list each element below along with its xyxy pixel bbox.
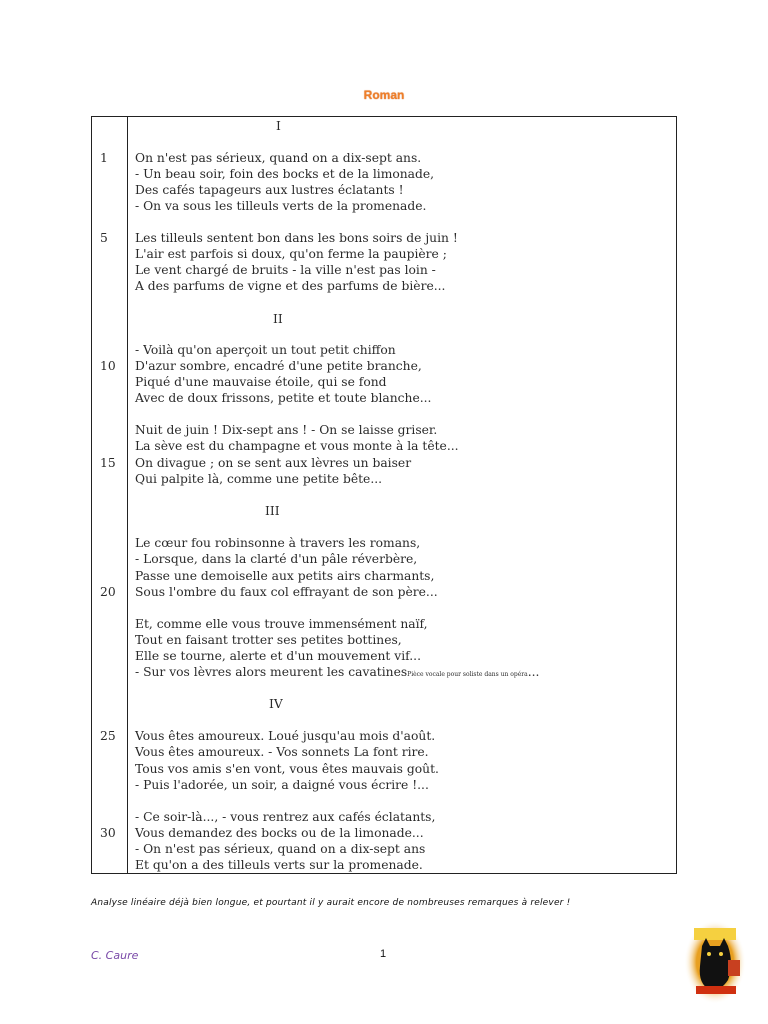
poem-line: Des cafés tapageurs aux lustres éclatants ! [135, 183, 404, 197]
part-heading: II [273, 312, 283, 326]
poem-line: Qui palpite là, comme une petite bête... [135, 472, 383, 486]
line-number: 25 [100, 729, 116, 743]
footnote-trail: ... [527, 665, 540, 679]
poem-line: La sève est du champagne et vous monte à la tête... [135, 439, 459, 453]
poem-line: Elle se tourne, alerte et d'un mouvement vif... [135, 649, 421, 663]
poem-line: Tous vos amis s'en vont, vous êtes mauvais goût. [135, 762, 439, 776]
line-number: 30 [100, 826, 116, 840]
poem-line: Passe une demoiselle aux petits airs charmants, [135, 569, 435, 583]
poem-line: Le cœur fou robinsonne à travers les romans, [135, 536, 421, 550]
footnote: Pièce vocale pour soliste dans un opéra [407, 671, 528, 678]
poem-line: - Ce soir-là..., - vous rentrez aux cafés éclatants, [135, 810, 436, 824]
line-number: 15 [100, 456, 116, 470]
part-heading: I [276, 119, 281, 133]
poem-line: Avec de doux frissons, petite et toute blanche... [135, 391, 432, 405]
poem-line: - Lorsque, dans la clarté d'un pâle réverbère, [135, 552, 418, 566]
poem-line: Nuit de juin ! Dix-sept ans ! - On se laisse griser. [135, 423, 438, 437]
poem-line: Vous êtes amoureux. Loué jusqu'au mois d'août. [135, 729, 436, 743]
poem-line: L'air est parfois si doux, qu'on ferme la paupière ; [135, 247, 447, 261]
poem-line: Vous êtes amoureux. - Vos sonnets La font rire. [135, 745, 429, 759]
part-heading: III [265, 504, 280, 518]
poem-line: - Voilà qu'on aperçoit un tout petit chiffon [135, 343, 396, 357]
poem-line: Vous demandez des bocks ou de la limonade... [135, 826, 424, 840]
poem-line: - On n'est pas sérieux, quand on a dix-sept ans [135, 842, 426, 856]
poem-line: Et qu'on a des tilleuls verts sur la promenade. [135, 858, 423, 872]
poem-line: D'azur sombre, encadré d'une petite branche, [135, 359, 422, 373]
poem-line: - Sur vos lèvres alors meurent les cavatines [135, 665, 408, 679]
poem-line: Piqué d'une mauvaise étoile, qui se fond [135, 375, 387, 389]
line-number: 5 [100, 231, 108, 245]
poem-table [91, 116, 677, 874]
poem-line-with-footnote [135, 664, 539, 680]
column-separator [127, 117, 128, 873]
poem-line: On divague ; on se sent aux lèvres un baiser [135, 456, 412, 470]
chat-noir-poster-logo-icon [684, 920, 746, 1004]
part-heading: IV [269, 697, 283, 711]
poem-title: Roman [363, 88, 405, 102]
poem-line: Sous l'ombre du faux col effrayant de son père... [135, 585, 438, 599]
poem-line: - Un beau soir, foin des bocks et de la limonade, [135, 167, 435, 181]
line-number: 20 [100, 585, 116, 599]
poem-line: Et, comme elle vous trouve immensément naïf, [135, 617, 428, 631]
poem-line: Le vent chargé de bruits - la ville n'est pas loin - [135, 263, 436, 277]
poem-line: - Puis l'adorée, un soir, a daigné vous écrire !... [135, 778, 429, 792]
page-number: 1 [380, 948, 387, 960]
poem-line: Tout en faisant trotter ses petites bottines, [135, 633, 402, 647]
author-name: C. Caure [91, 949, 139, 962]
poem-line: On n'est pas sérieux, quand on a dix-sept ans. [135, 151, 422, 165]
poem-line: A des parfums de vigne et des parfums de bière... [135, 279, 446, 293]
poem-line: - On va sous les tilleuls verts de la promenade. [135, 199, 427, 213]
line-number: 10 [100, 359, 116, 373]
analysis-note: Analyse linéaire déjà bien longue, et pourtant il y aurait encore de nombreuses remarques à relever ! [91, 898, 571, 908]
poem-line: Les tilleuls sentent bon dans les bons soirs de juin ! [135, 231, 458, 245]
line-number: 1 [100, 151, 108, 165]
